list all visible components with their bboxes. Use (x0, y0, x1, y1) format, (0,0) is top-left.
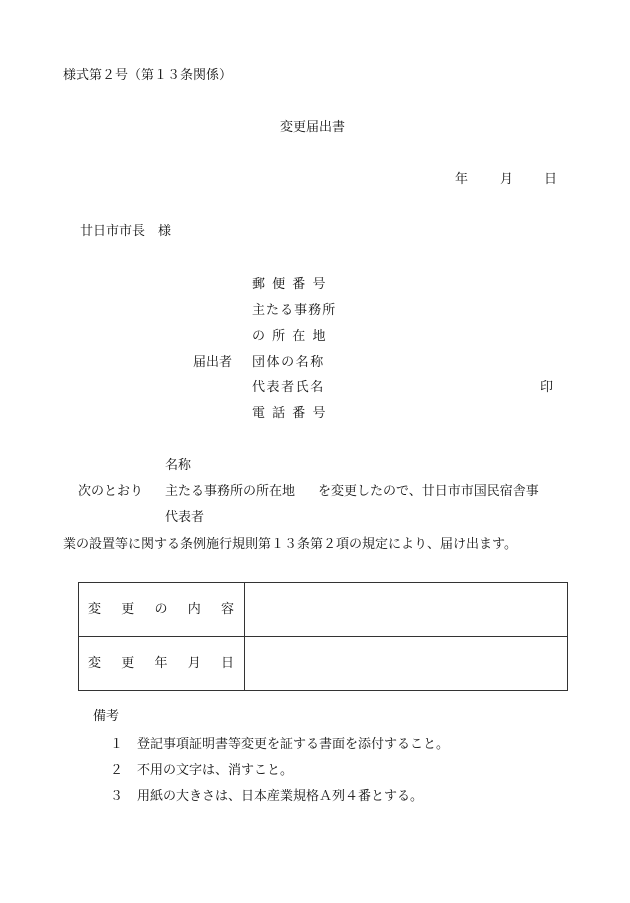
change-date-label: 変 更 年 月 日 (88, 656, 234, 671)
note-number: ２ (110, 763, 124, 778)
note-text: 用紙の大きさは、日本産業規格Ａ列４番とする。 (137, 789, 424, 804)
applicant-postal-code-label: 郵便番号 (252, 277, 333, 292)
seal-mark: 印 (540, 380, 554, 395)
option-representative: 代表者 (165, 510, 205, 525)
change-content-value[interactable] (245, 583, 568, 637)
notes-heading: 備考 (93, 709, 120, 724)
applicant-phone-label: 電話番号 (252, 406, 333, 421)
applicant-representative-label: 代表者氏名 (252, 380, 325, 395)
date-day-label: 日 (544, 172, 558, 187)
note-number: １ (110, 737, 124, 752)
table-row (79, 583, 568, 637)
note-text: 登記事項証明書等変更を証する書面を添付すること。 (137, 737, 450, 752)
change-date-label-cell (79, 637, 245, 691)
document-title: 変更届出書 (280, 120, 346, 135)
change-content-label-cell (79, 583, 245, 637)
body-continuation: を変更したので、廿日市市国民宿舎事 (318, 484, 539, 499)
applicant-organization-name-label: 団体の名称 (252, 355, 325, 370)
body-line-2: 業の設置等に関する条例施行規則第１３条第２項の規定により、届け出ます。 (63, 537, 517, 552)
change-date-value[interactable] (245, 637, 568, 691)
table-row (79, 637, 568, 691)
note-text: 不用の文字は、消すこと。 (137, 763, 294, 778)
date-year-label: 年 (455, 172, 469, 187)
body-lead: 次のとおり (78, 484, 144, 499)
applicant-location-label: の所在地 (252, 329, 333, 344)
applicant-group-label: 届出者 (193, 355, 233, 370)
option-office-location: 主たる事務所の所在地 (165, 484, 296, 499)
note-number: ３ (110, 789, 124, 804)
form-number: 様式第２号（第１３条関係） (63, 68, 233, 83)
option-name: 名称 (165, 458, 192, 473)
date-month-label: 月 (500, 172, 514, 187)
addressee: 廿日市市長 様 (80, 224, 172, 239)
change-details-table (78, 582, 568, 691)
applicant-office-label: 主たる事務所 (252, 303, 337, 318)
change-content-label: 変 更 の 内 容 (88, 602, 234, 617)
